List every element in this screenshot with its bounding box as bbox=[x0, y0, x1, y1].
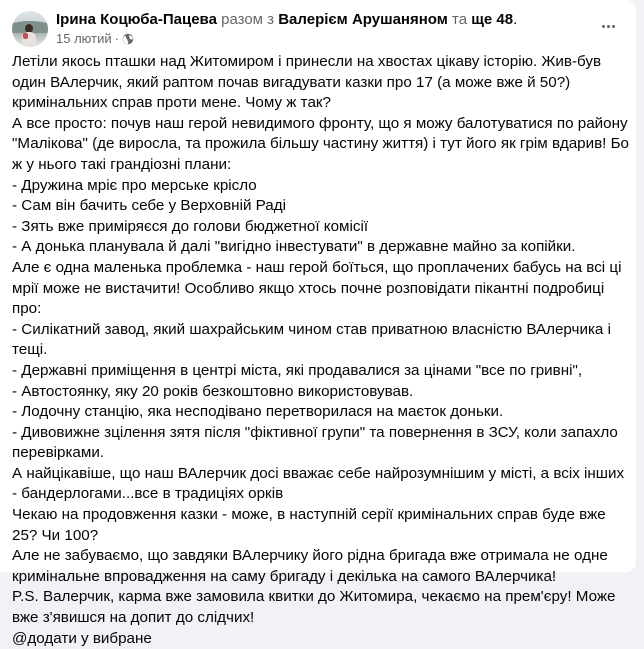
add-to-favorites-mention[interactable]: @додати у вибране bbox=[12, 629, 152, 647]
post-list-item: - Лодочну станцію, яка несподівано перетворилася на маєток доньки. bbox=[12, 403, 504, 421]
and-text: та bbox=[452, 11, 468, 28]
post-list-item: - Силікатний завод, який шахрайським чином став приватною власністю ВАлерчика і тещі. bbox=[12, 320, 611, 359]
more-dot-icon bbox=[602, 25, 605, 28]
others-link[interactable]: ще 48 bbox=[471, 11, 514, 28]
post-list-item: - Дружина мріє про мерське крісло bbox=[12, 176, 257, 194]
tagged-person-link[interactable]: Валерієм Арушаняном bbox=[278, 11, 448, 28]
author-name-link[interactable]: Ірина Коцюба-Пацева bbox=[56, 11, 217, 28]
more-dot-icon bbox=[607, 25, 610, 28]
avatar-person-accent bbox=[23, 33, 28, 39]
post-paragraph: А найцікавіше, що наш ВАлерчик досі вважає себе найрозумнішим у місті, а всіх інших - бандерлогами...все в традиціях орків bbox=[12, 464, 625, 503]
post-paragraph: Летіли якось пташки над Житомиром і принесли на хвостах цікаву історію. Жив-був один ВАлерчик, який раптом почав вигадувати казки про 17 (а може вже й 50?) кримінальних справ проти мене. Чому ж так? bbox=[12, 53, 602, 112]
post-list-item: - Дивовижне зцілення зятя після "фіктивної групи" та повернення в ЗСУ, коли запахло перевірками. bbox=[12, 423, 618, 462]
post-paragraph: Чекаю на продовження казки - може, в наступній серії кримінальних справ буде вже 25? Чи 100? bbox=[12, 506, 606, 544]
post-title-line bbox=[56, 11, 517, 30]
post-subline bbox=[56, 31, 517, 47]
post-list-item: - Сам він бачить себе у Верховній Раді bbox=[12, 197, 286, 215]
post-paragraph: Але не забуваємо, що завдяки ВАлерчику його рідна бригада вже отримала не одне кримінальне впровадження на саму бригаду і декілька на самого ВАлерчика! bbox=[12, 547, 608, 585]
more-options-button[interactable] bbox=[594, 12, 622, 40]
post-paragraph: А все просто: почув наш герой невидимого фронту, що я можу балотуватися по району "Малікова" (де виросла, та прожила більшу частину життя) і тут його як грім вдарив! Бо ж у нього такі грандіозні плани: bbox=[12, 114, 630, 173]
with-text: разом з bbox=[221, 11, 275, 28]
post-list-item: - Автостоянку, яку 20 років безкоштовно використовував. bbox=[12, 382, 414, 400]
separator-dot: · bbox=[114, 30, 119, 46]
post-date-link[interactable]: 15 лютий bbox=[56, 30, 112, 46]
post-meta bbox=[56, 11, 517, 47]
more-dot-icon bbox=[612, 25, 615, 28]
post-body bbox=[12, 52, 632, 649]
post-list-item: - Зять вже приміряєся до голови бюджетної комісії bbox=[12, 217, 369, 235]
title-period: . bbox=[513, 11, 518, 28]
post-header bbox=[12, 9, 624, 49]
author-avatar[interactable] bbox=[12, 11, 48, 47]
globe-icon[interactable] bbox=[122, 33, 134, 45]
post-paragraph: P.S. Валерчик, карма вже замовила квитки до Житомира, чекаємо на прем'єру! Може вже з'явишся на допит до слідчих! bbox=[12, 588, 616, 627]
post-list-item: - Державні приміщення в центрі міста, які продавалися за цінами "все по гривні", bbox=[12, 361, 583, 379]
post-list-item: - А донька планувала й далі "вигідно інвестувати" в державне майно за копійки. bbox=[12, 238, 576, 256]
post-paragraph: Але є одна маленька проблемка - наш герой боїться, що проплачених бабусь на всі ці мрії може не вистачити! Особливо якщо хтось почне розповідати пікантні подробиці про: bbox=[12, 258, 622, 318]
